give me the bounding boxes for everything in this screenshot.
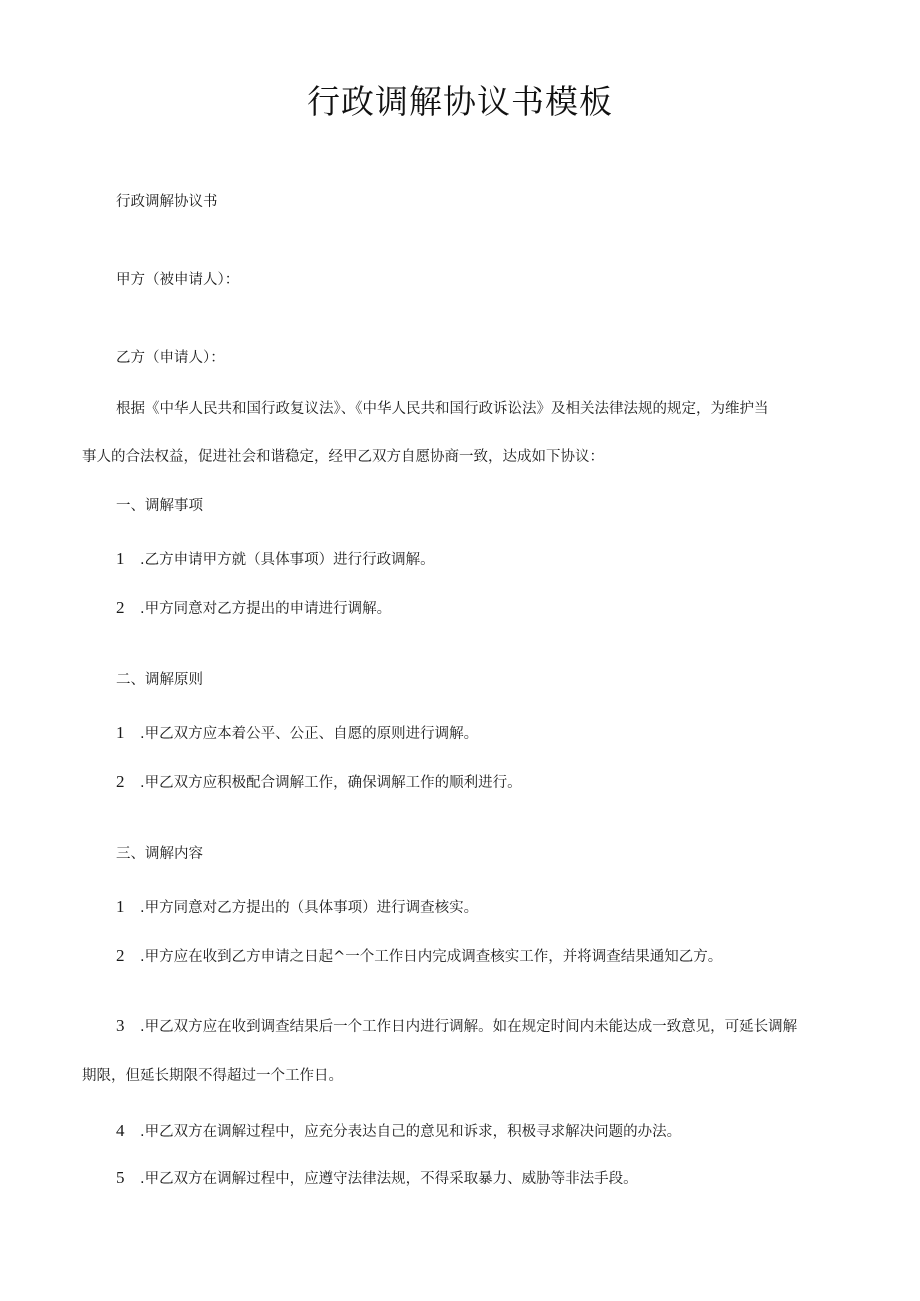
intro-paragraph-line-2: 事人的合法权益，促进社会和谐稳定，经甲乙双方自愿协商一致，达成如下协议： bbox=[82, 449, 604, 465]
party-b-line: 乙方（申请人）： bbox=[116, 350, 225, 366]
list-item-continuation: 期限，但延长期限不得超过一个工作日。 bbox=[82, 1068, 343, 1084]
list-item bbox=[116, 1120, 681, 1141]
item-text: .甲乙双方应本着公平、公正、自愿的原则进行调解。 bbox=[140, 726, 479, 742]
item-number: 3 bbox=[116, 1016, 125, 1035]
item-text: .甲方同意对乙方提出的（具体事项）进行调查核实。 bbox=[140, 900, 479, 916]
document-title: 行政调解协议书模板 bbox=[307, 82, 613, 121]
party-a-line: 甲方（被申请人）： bbox=[116, 272, 240, 288]
item-number: 1 bbox=[116, 549, 125, 568]
item-text: .甲乙双方在调解过程中，应充分表达自己的意见和诉求，积极寻求解决问题的办法。 bbox=[140, 1124, 682, 1140]
item-text: .甲方同意对乙方提出的申请进行调解。 bbox=[140, 601, 392, 617]
list-item bbox=[116, 597, 391, 618]
item-text: .甲乙双方在调解过程中，应遵守法律法规，不得采取暴力、威胁等非法手段。 bbox=[140, 1171, 638, 1187]
item-number: 2 bbox=[116, 946, 125, 965]
list-item bbox=[116, 548, 435, 569]
section-heading-2: 二、调解原则 bbox=[116, 672, 203, 688]
item-text: .甲方应在收到乙方申请之日起^一个工作日内完成调查核实工作，并将调查结果通知乙方。 bbox=[140, 949, 723, 965]
section-heading-3: 三、调解内容 bbox=[116, 846, 203, 862]
item-number: 1 bbox=[116, 723, 125, 742]
item-number: 2 bbox=[116, 772, 125, 791]
section-heading-1: 一、调解事项 bbox=[116, 498, 203, 514]
list-item bbox=[116, 1167, 638, 1188]
item-number: 1 bbox=[116, 897, 125, 916]
item-text: .甲乙双方应积极配合调解工作，确保调解工作的顺利进行。 bbox=[140, 775, 522, 791]
document-subtitle: 行政调解协议书 bbox=[116, 194, 218, 210]
list-item bbox=[116, 1015, 797, 1036]
item-number: 2 bbox=[116, 598, 125, 617]
list-item bbox=[116, 722, 478, 743]
list-item bbox=[116, 896, 478, 917]
item-text: .乙方申请甲方就（具体事项）进行行政调解。 bbox=[140, 552, 435, 568]
item-number: 4 bbox=[116, 1121, 125, 1140]
list-item bbox=[116, 945, 722, 966]
list-item bbox=[116, 771, 522, 792]
item-number: 5 bbox=[116, 1168, 125, 1187]
item-text: .甲乙双方应在收到调查结果后一个工作日内进行调解。如在规定时间内未能达成一致意见，可延长调解 bbox=[140, 1019, 798, 1035]
intro-paragraph-line-1: 根据《中华人民共和国行政复议法》、《中华人民共和国行政诉讼法》及相关法律法规的规定，为维护当 bbox=[116, 401, 769, 417]
